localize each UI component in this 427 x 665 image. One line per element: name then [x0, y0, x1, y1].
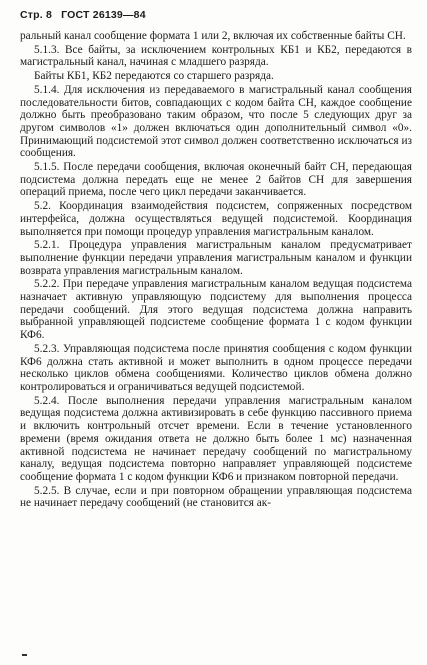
paragraph: 5.1.4. Для исключения из передаваемого в магистральный канал сообщения последовательности битов, совпадающих с кодом байта СН, каждое сообщение должно быть преобразовано таким образом, что после 5 следующих друг за другом символов «1» должен включаться один дополнительный символ «0». Принимающий подсистемой этот символ должен соответственно исключаться из сообщения. [20, 83, 412, 160]
page-number: Стр. 8 [20, 9, 53, 21]
paragraph: ральный канал сообщение формата 1 или 2, включая их собственные байты СН. [20, 30, 406, 42]
paragraph: 5.2.5. В случае, если и при повторном обращении управляющая подсистема не начинает передачу сообщений (не становится ак- [20, 484, 412, 510]
paragraph: 5.2.1. Процедура управления магистральным каналом предусматривает выполнение функции передачи управления магистральным каналом и функции возврата управления магистральным каналом. [20, 239, 412, 277]
paragraph: 5.2.2. При передаче управления магистральным каналом ведущая подсистема назначает активную управляющую подсистему для выполнения процесса передачи сообщений. Для этого ведущая подсистема должна направить выбранной управляющей подсистеме сообщение формата 1 с кодом функции КФ6. [20, 278, 412, 342]
paragraph: 5.2.4. После выполнения передачи управления магистральным каналом ведущая подсистема должна активизировать в себе функцию пассивного приема и включить контрольный отсчет времени. Если в течение установленного времени (время ожидания ответа не должно быть более 1 мс) назначенная активной подсистема не начинает передачу сообщений по магистральному каналу, ведущая подсистема повторно направляет управляющей подсистеме сообщение формата 1 с кодом функции КФ6 и признаком повторной передачи. [20, 394, 412, 483]
paragraph: 5.2.3. Управляющая подсистема после принятия сообщения с кодом функции КФ6 должна стать активной и может выполнить в одном процессе передачи несколько циклов обмена сообщениями. Количество циклов обмена должно контролироваться и ограничиваться ведущей подсистемой. [20, 342, 412, 393]
paragraph: Байты КБ1, КБ2 передаются со старшего разряда. [34, 70, 274, 83]
document-body [20, 30, 412, 511]
paragraph: 5.1.3. Все байты, за исключением контрольных КБ1 и КБ2, передаются в магистральный канал, начиная с младшего разряда. [20, 43, 412, 69]
paragraph: 5.2. Координация взаимодействия подсистем, сопряженных посредством интерфейса, должна осуществляться ведущей подсистемой. Координация выполняется при помощи процедур управления магистральным каналом. [20, 200, 412, 238]
page-header [20, 9, 152, 21]
page-mark [22, 654, 27, 656]
standard-designation: ГОСТ 26139—84 [61, 9, 146, 21]
paragraph: 5.1.5. После передачи сообщения, включая оконечный байт СН, передающая подсистема должна передать еще не менее 2 байтов СН для завершения операций приема, после чего цикл передачи заканчивается. [20, 161, 412, 199]
